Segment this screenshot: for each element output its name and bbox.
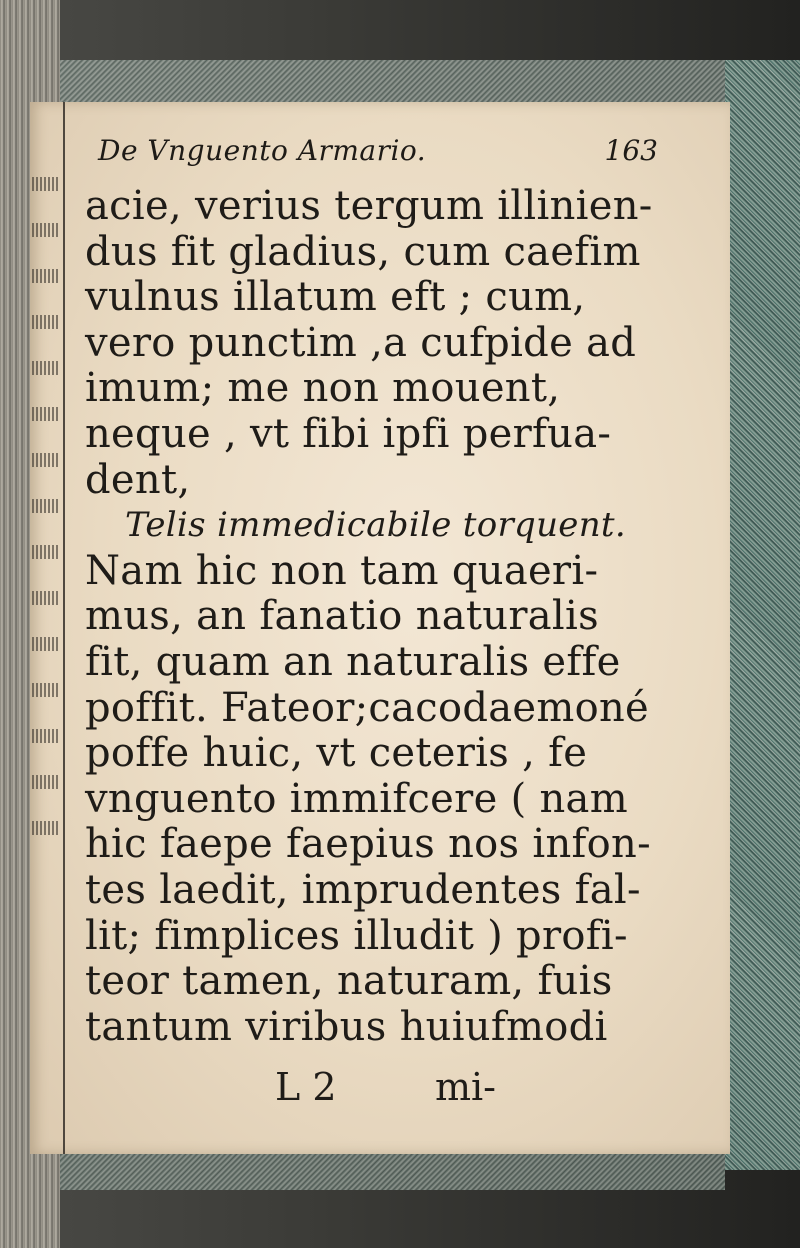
text-line: dus fit gladius, cum caefim — [85, 228, 641, 275]
fragment-mark — [32, 453, 60, 467]
fragment-mark — [32, 591, 60, 605]
text-line: poffit. Fateor;cacodaemoné — [85, 684, 650, 731]
fragment-mark — [32, 499, 60, 513]
fragment-mark — [32, 683, 60, 697]
text-line: fit, quam an naturalis effe — [85, 638, 621, 685]
fragment-mark — [32, 729, 60, 743]
page-header — [98, 134, 658, 184]
fragment-mark — [32, 177, 60, 191]
text-line: poffe huic, vt ceteris , fe — [85, 730, 588, 777]
text-line: lit; fimplices illudit ) profi- — [85, 912, 628, 959]
text-line: tes laedit, imprudentes fal- — [85, 866, 641, 913]
fragment-mark — [32, 821, 60, 835]
text-line: imum; me non mouent, — [85, 365, 561, 412]
text-line: vero punctim ,a cufpide ad — [85, 319, 637, 366]
fragment-mark — [32, 545, 60, 559]
cover-edge — [725, 60, 800, 1170]
text-line: dent, — [85, 456, 191, 503]
page-number: 163 — [604, 134, 658, 167]
fragment-mark — [32, 315, 60, 329]
text-line: hic faepe faepius nos infon- — [85, 821, 651, 868]
text-line: neque , vt fibi ipfi perfua- — [85, 410, 612, 457]
text-line: teor tamen, naturam, fuis — [85, 958, 613, 1005]
text-line: Nam hic non tam quaeri- — [85, 547, 599, 594]
running-title: De Vnguento Armario. — [98, 134, 427, 167]
text-line: tantum viribus huiufmodi — [85, 1003, 608, 1050]
signature-mark: L 2 — [275, 1065, 337, 1109]
gutter-line — [63, 102, 65, 1154]
verse-quote-line: Telis immedicabile torquent. — [125, 505, 626, 546]
book-page — [30, 102, 730, 1154]
fragment-mark — [32, 269, 60, 283]
facing-page-text-fragments — [30, 177, 63, 877]
bottom-cover-band — [60, 1150, 725, 1190]
fragment-mark — [32, 407, 60, 421]
catchword: mi- — [435, 1065, 497, 1109]
text-line: acie, verius tergum illinien- — [85, 183, 653, 229]
top-cover-band — [60, 60, 725, 106]
fragment-mark — [32, 361, 60, 375]
page-footer — [85, 1064, 705, 1110]
fragment-mark — [32, 775, 60, 789]
fragment-mark — [32, 637, 60, 651]
fragment-mark — [32, 223, 60, 237]
text-line: mus, an fanatio naturalis — [85, 593, 599, 640]
text-line: vulnus illatum eft ; cum, — [85, 274, 586, 321]
text-line: vnguento immifcere ( nam — [85, 775, 628, 822]
body-text — [85, 183, 705, 1109]
